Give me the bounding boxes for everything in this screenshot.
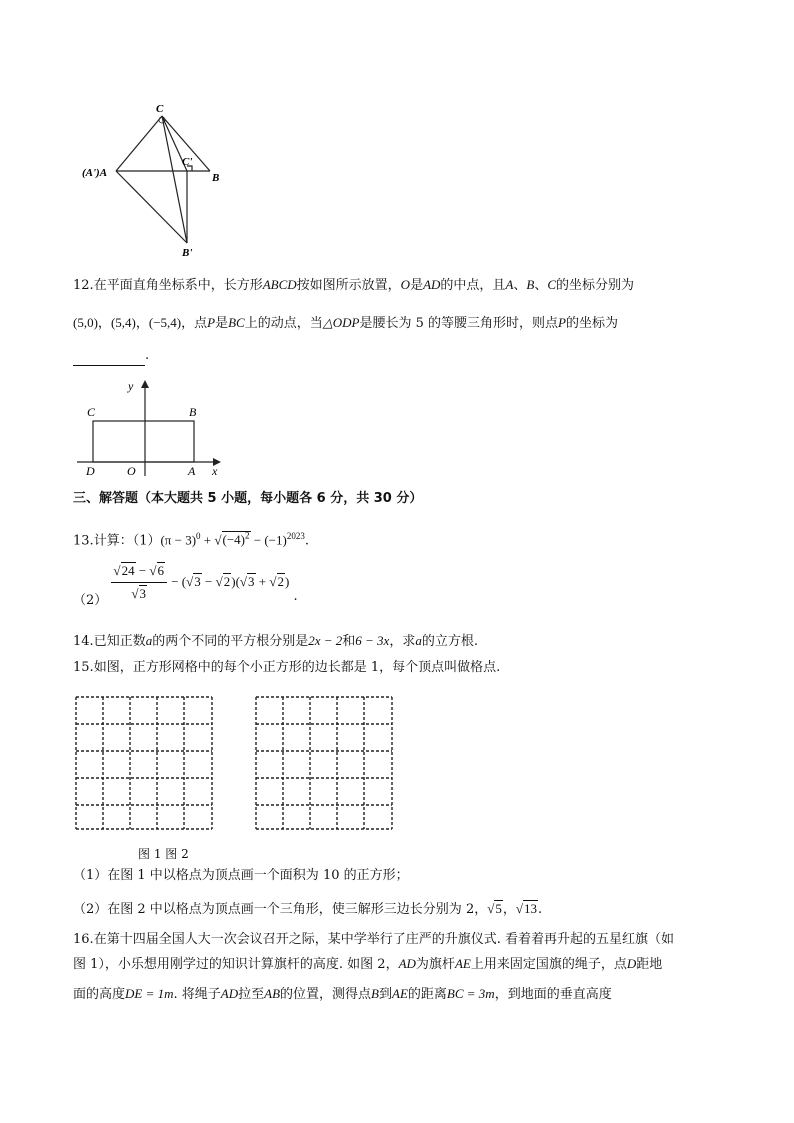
q11-figure xyxy=(70,100,230,265)
rectangle-abcd xyxy=(93,421,194,462)
q14: 14.已知正数a的两个不同的平方根分别是2x − 2和6 − 3x，求a的立方根. xyxy=(73,633,478,649)
label-b-prime: B' xyxy=(182,247,193,259)
coord-c: (−5,4) xyxy=(148,315,182,330)
label-c: C xyxy=(87,405,96,419)
q12-number: 12. xyxy=(73,278,94,293)
q12-figure xyxy=(75,378,235,478)
q13-line-2: （2） $\frac{√24 - √6}{√3}$ − (√3 − √2)(√3 + √2) . xyxy=(73,560,298,612)
segment-ab-prime xyxy=(116,171,187,243)
segment-cb-prime xyxy=(162,116,187,243)
axis-label-x: x xyxy=(212,464,218,478)
grid-caption: 图 1 图 2 xyxy=(138,847,189,861)
q13-line-1: 13.计算：$(1)(\pi - 3)^0 + √(-4)^2 - (-1)^{2023}$. xyxy=(73,531,309,549)
label-b: B xyxy=(189,405,197,419)
segment-ac xyxy=(116,116,162,171)
grid-figure-1 xyxy=(74,695,214,831)
q16-line-3: 面的高度DE = 1m. 将绳子AD拉至AB的位置，测得点B到AE的距离BC = 3m，到地面的垂直高度 xyxy=(73,986,612,1002)
coord-a: (5,0) xyxy=(73,315,98,330)
rect-name: ABCD xyxy=(262,277,297,292)
q15-number: 15. xyxy=(73,660,94,675)
q16-line-1: 16.在第十四届全国人大一次会议召开之际，某中学举行了庄严的升旗仪式. 看着着再升起的五星红旗（如 xyxy=(73,932,674,947)
answer-blank[interactable] xyxy=(73,351,145,366)
q15-part-2: （2）在图 2 中以格点为顶点画一个三角形，使三解形三边长分别为 2，√5，√13. xyxy=(73,901,543,917)
q13-number: 13. xyxy=(73,533,94,549)
grid-figure-2 xyxy=(254,695,394,831)
q12-line-1: 12.在平面直角坐标系中，长方形ABCD按如图所示放置，O是AD的中点，且A、B、C的坐标分别为 xyxy=(73,277,635,293)
section-3-title: 三、解答题（本大题共 5 小题，每小题各 6 分，共 30 分） xyxy=(73,491,423,506)
label-o: O xyxy=(127,464,136,478)
q15: 15.如图，正方形网格中的每个小正方形的边长都是 1，每个顶点叫做格点. xyxy=(73,660,501,675)
label-c: C xyxy=(156,103,164,115)
q16-line-2: 图 1），小乐想用刚学过的知识计算旗杆的高度. 如图 2，AD为旗杆AE上用来固定国旗的绳子，点D距地 xyxy=(73,956,663,972)
axis-label-y: y xyxy=(128,379,134,393)
triangle-odp: △ODP xyxy=(322,315,360,330)
label-a: (A')A xyxy=(82,167,108,179)
label-b: B xyxy=(212,172,220,184)
q16-number: 16. xyxy=(73,932,94,947)
q14-number: 14. xyxy=(73,634,94,649)
label-d: D xyxy=(86,464,95,478)
label-c-prime: C' xyxy=(182,156,193,168)
q15-part-1: （1）在图 1 中以格点为顶点画一个面积为 10 的正方形； xyxy=(73,868,409,883)
label-a: A xyxy=(188,464,196,478)
q12-line-2: (5,0)，(5,4)，(−5,4)，点P是BC上的动点，当△ODP是腰长为 5 的等腰三角形时，则点P的坐标为 xyxy=(73,315,618,331)
coord-b: (5,4) xyxy=(110,315,136,330)
q12-line-3: . xyxy=(73,346,149,366)
fraction: $\frac{√24 - √6}{√3}$ xyxy=(111,560,167,605)
